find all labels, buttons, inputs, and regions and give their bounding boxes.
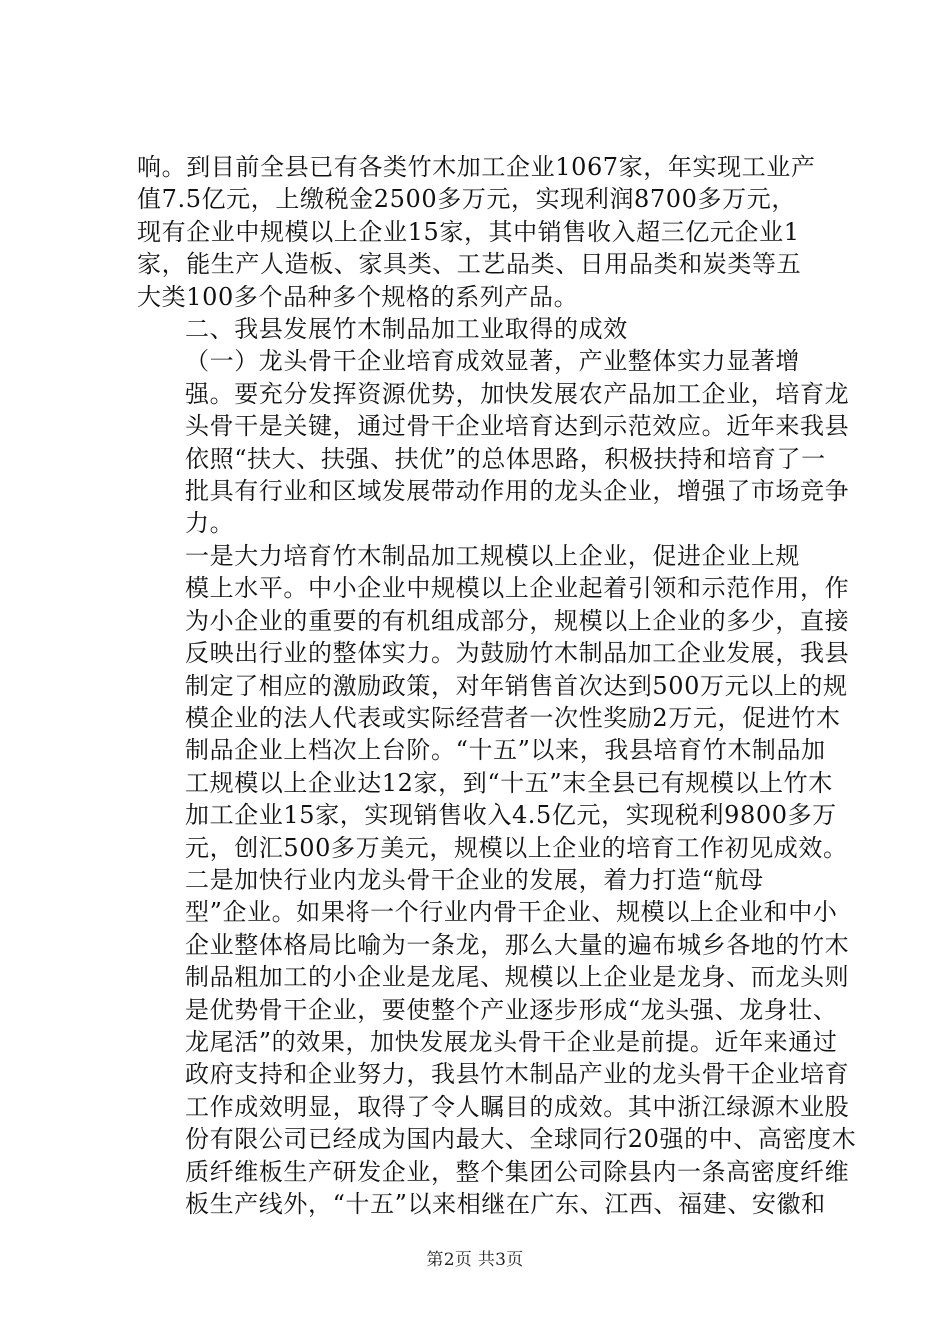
text-line: 工规模以上企业达12家，到“十五”末全县已有规模以上竹木 xyxy=(185,768,833,797)
text-line: 制品企业上档次上台阶。“十五”以来，我县培育竹木制品加 xyxy=(185,736,826,765)
text-line: 龙尾活”的效果，加快发展龙头骨干企业是前提。近年来通过 xyxy=(185,1027,838,1056)
text-line: 加工企业15家，实现销售收入4.5亿元，实现税利9800多万 xyxy=(185,801,837,830)
text-line: 型”企业。如果将一个行业内骨干企业、规模以上企业和中小 xyxy=(185,898,838,927)
text-line: 响。到目前全县已有各类竹木加工企业1067家，年实现工业产 xyxy=(137,153,816,181)
text-line: 制定了相应的激励政策，对年销售首次达到500万元以上的规 xyxy=(185,671,848,700)
text-line: 制品粗加工的小企业是龙尾、规模以上企业是龙身、而龙头则 xyxy=(185,963,850,992)
subsection-paragraph xyxy=(137,345,850,539)
text-line: 份有限公司已经成为国内最大、全球同行20强的中、高密度木 xyxy=(185,1125,857,1154)
text-line: 反映出行业的整体实力。为鼓励竹木制品加工企业发展，我县 xyxy=(185,639,850,668)
text-line: 模企业的法人代表或实际经营者一次性奖励2万元，促进竹木 xyxy=(185,703,841,732)
text-line: 家，能生产人造板、家具类、工艺品类、日用品类和炭类等五 xyxy=(137,250,802,279)
text-line: 政府支持和企业努力，我县竹木制品产业的龙头骨干企业培育 xyxy=(185,1060,850,1089)
text-line: 大类100多个品种多个规格的系列产品。 xyxy=(137,282,579,311)
text-line: 元，创汇500多万美元，规模以上企业的培育工作初见成效。 xyxy=(185,833,848,862)
text-line: 批具有行业和区域发展带动作用的龙头企业，增强了市场竞争 xyxy=(185,477,850,506)
text-line: 一是大力培育竹木制品加工规模以上企业，促进企业上规 xyxy=(185,541,800,570)
text-line: 模上水平。中小企业中规模以上企业起着引领和示范作用，作 xyxy=(185,574,850,603)
section-heading xyxy=(137,313,827,345)
paragraph-continuation xyxy=(137,151,827,313)
text-line: 强。要充分发挥资源优势，加快发展农产品加工企业，培育龙 xyxy=(185,379,850,408)
section-heading-text: 二、我县发展竹木制品加工业取得的成效 xyxy=(185,315,628,344)
text-line: 依照“扶大、扶强、扶优”的总体思路，积极扶持和培育了一 xyxy=(185,444,826,473)
text-line: 是优势骨干企业，要使整个产业逐步形成“龙头强、龙身壮、 xyxy=(185,995,838,1024)
document-body xyxy=(137,151,857,1220)
page-number: 第2页 共3页 xyxy=(426,1250,524,1270)
text-line: 企业整体格局比喻为一条龙，那么大量的遍布城乡各地的竹木 xyxy=(185,930,850,959)
text-line: （一）龙头骨干企业培育成效显著，产业整体实力显著增 xyxy=(185,347,800,376)
text-line: 值7.5亿元，上缴税金2500多万元，实现利润8700多万元， xyxy=(137,185,796,214)
text-line: 头骨干是关键，通过骨干企业培育达到示范效应。近年来我县 xyxy=(185,412,850,441)
text-line: 质纤维板生产研发企业，整个集团公司除县内一条高密度纤维 xyxy=(185,1157,850,1186)
body-paragraph xyxy=(137,540,850,864)
body-paragraph xyxy=(137,864,857,1220)
text-line: 为小企业的重要的有机组成部分，规模以上企业的多少，直接 xyxy=(185,606,850,635)
text-line: 板生产线外，“十五”以来相继在广东、江西、福建、安徽和 xyxy=(185,1190,826,1218)
text-line: 现有企业中规模以上企业15家，其中销售收入超三亿元企业1 xyxy=(137,217,800,246)
text-line: 二是加快行业内龙头骨干企业的发展，着力打造“航母 xyxy=(185,865,764,894)
text-line: 力。 xyxy=(185,509,235,538)
text-line: 工作成效明显，取得了令人瞩目的成效。其中浙江绿源木业股 xyxy=(185,1092,850,1121)
